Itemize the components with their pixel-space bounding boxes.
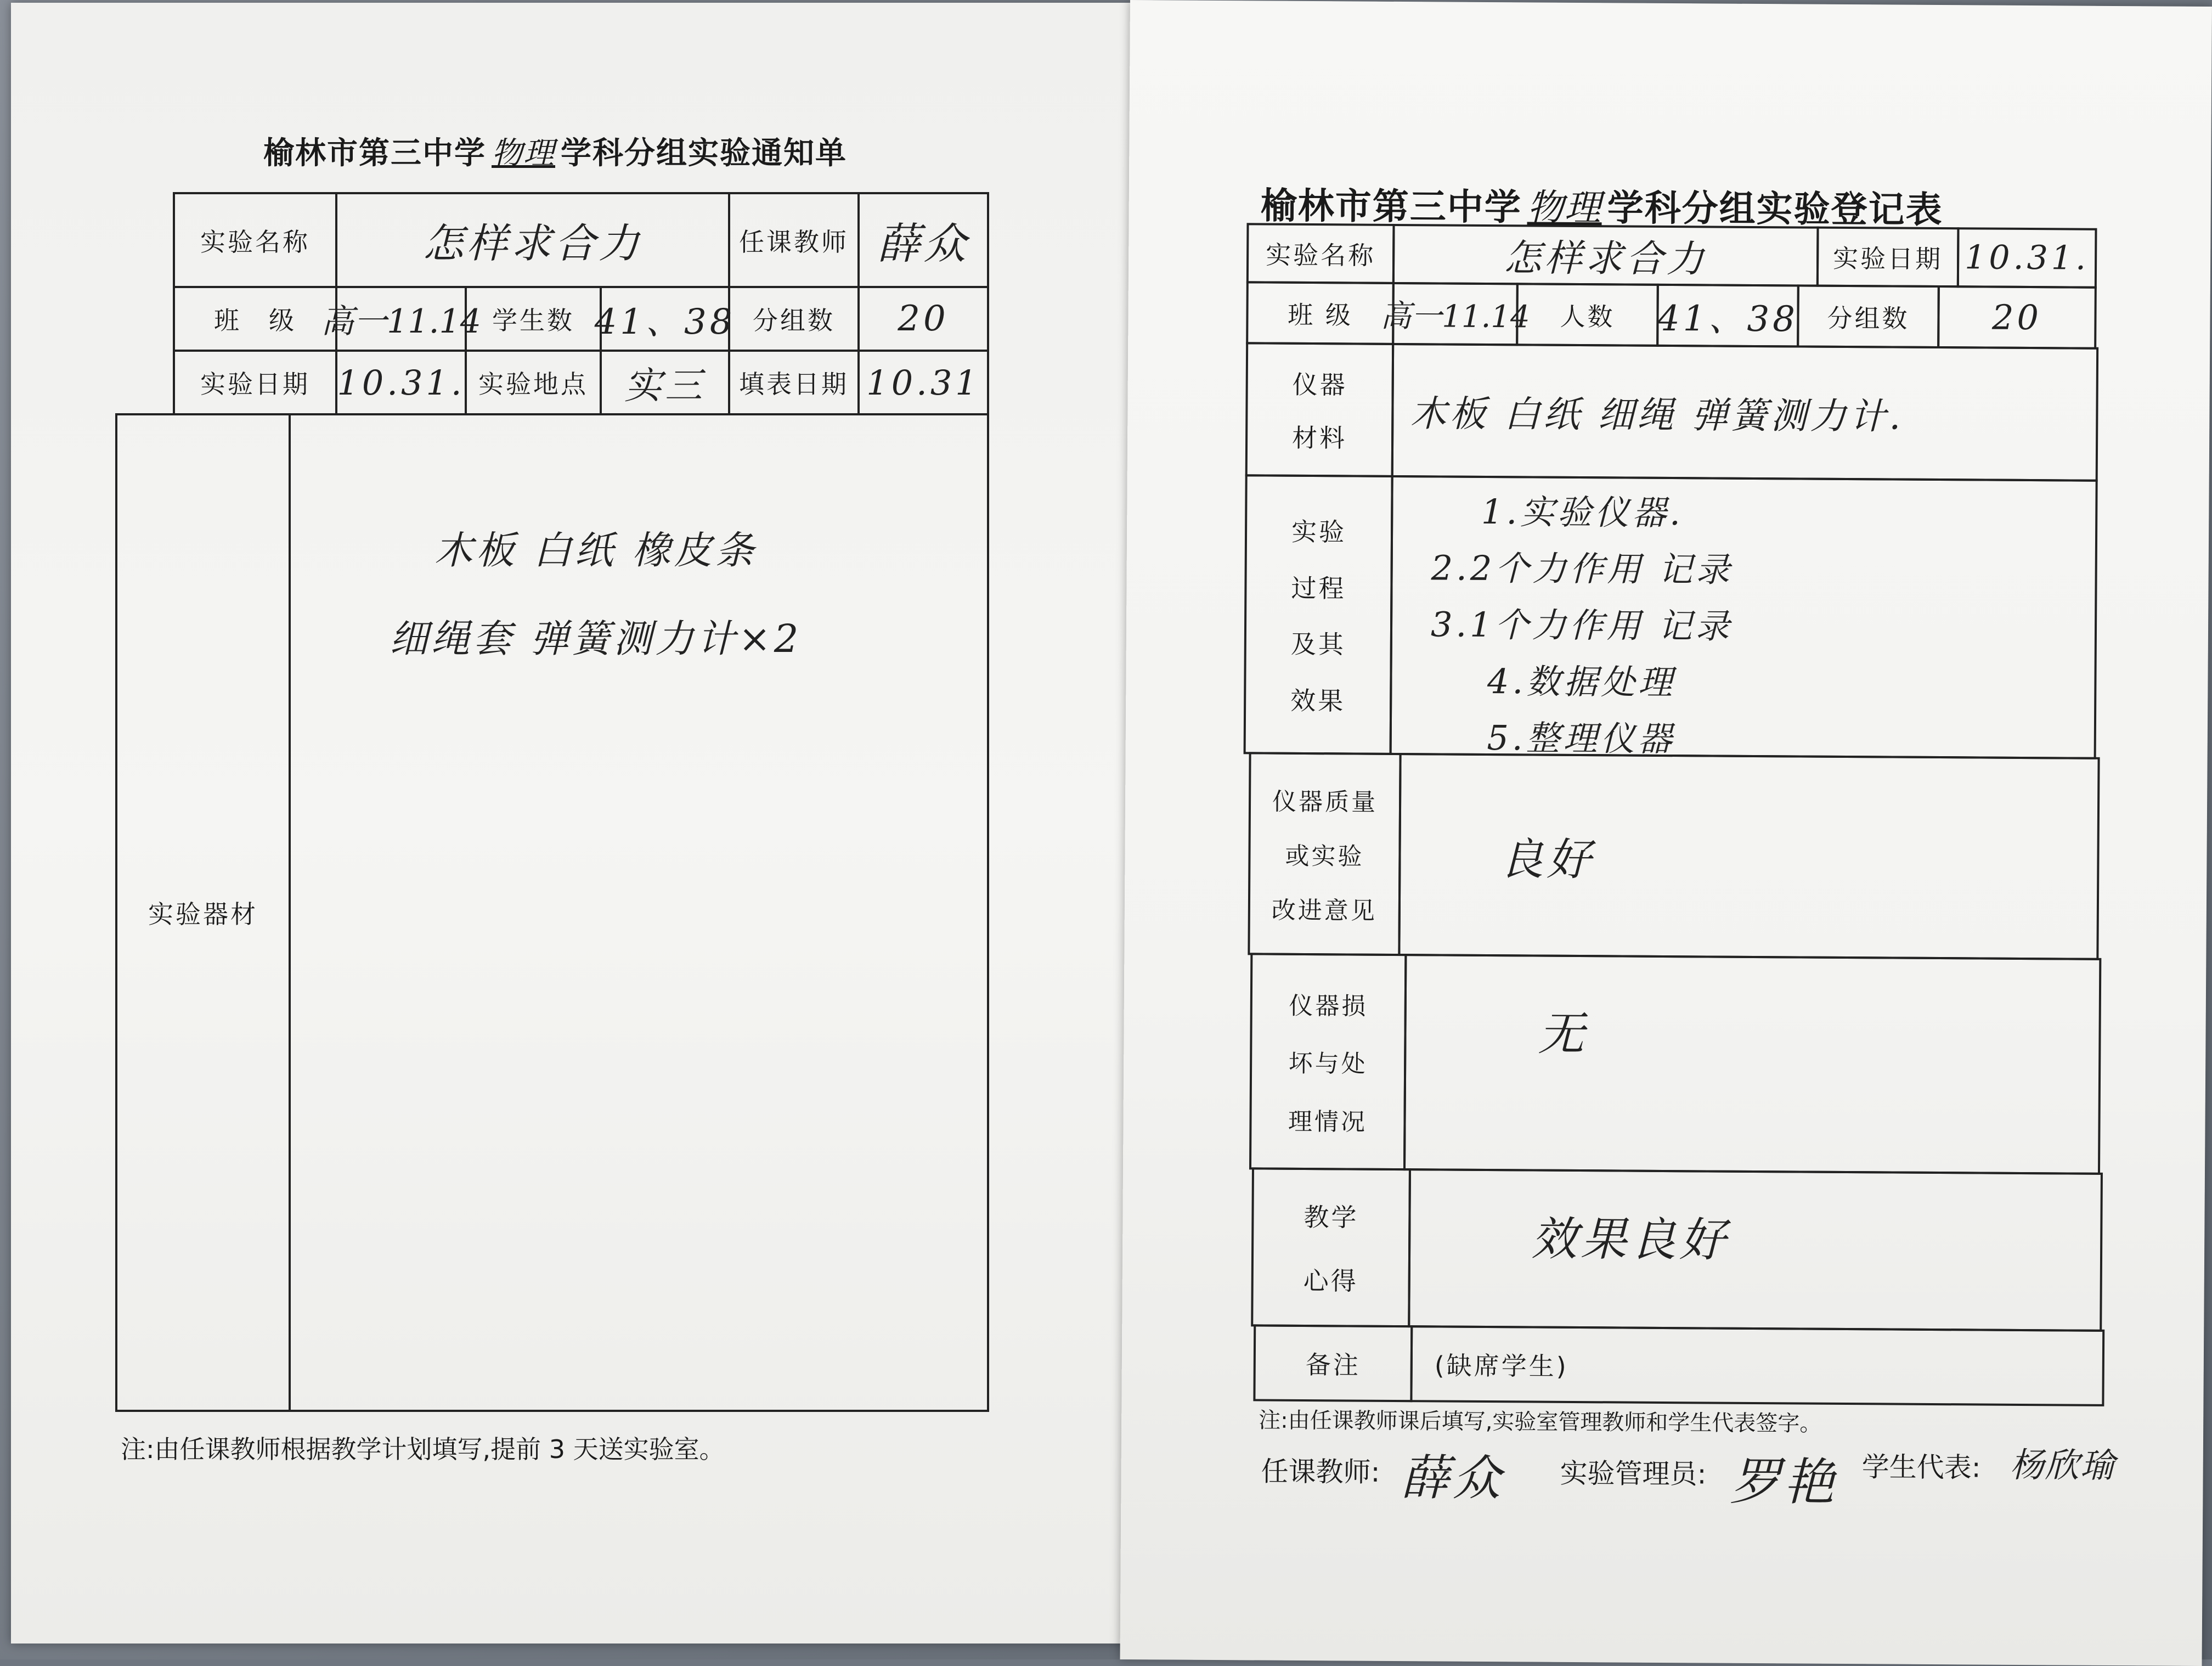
lab-admin-signature-label: 实验管理员: <box>1560 1457 1707 1490</box>
value-student-count: 41、38 <box>600 286 730 352</box>
quality-area <box>1398 753 2100 960</box>
process-step-5: 5.整理仪器 <box>1487 717 1675 759</box>
value-damage: 无 <box>1538 1006 1588 1061</box>
value-materials: 木板 白纸 细绳 弹簧测力计. <box>1410 392 1904 438</box>
value-people-count: 41、38 <box>1656 284 1799 348</box>
teacher-signature: 薛众 <box>1401 1449 1504 1507</box>
value-remarks: (缺席学生) <box>1434 1350 1568 1381</box>
label-process <box>1244 474 1393 755</box>
label-group-count: 分组数 <box>1797 284 1940 348</box>
value-fill-date: 10.31 <box>857 350 989 415</box>
value-experiment-date: 10.31. <box>1957 227 2097 289</box>
label-class: 班 级 <box>1246 281 1395 345</box>
label-teaching <box>1251 1167 1411 1327</box>
label-damage-2: 坏与处 <box>1288 1050 1368 1079</box>
notice-footnote: 注:由任课教师根据教学计划填写,提前 3 天送实验室。 <box>121 1434 725 1464</box>
notice-form-title <box>263 129 847 173</box>
value-experiment-name: 怎样求合力 <box>1392 224 1819 287</box>
label-damage <box>1249 953 1407 1170</box>
label-fill-date: 填表日期 <box>728 350 860 415</box>
label-student-count: 学生数 <box>465 286 602 352</box>
equipment-line-1: 木板 白纸 橡皮条 <box>434 528 757 573</box>
register-footnote: 注:由任课教师课后填写,实验室管理教师和学生代表签字。 <box>1259 1408 1822 1437</box>
process-step-3: 3.1个力作用 记录 <box>1430 604 1733 646</box>
value-group-count: 20 <box>1937 285 2097 350</box>
value-location: 实三 <box>600 350 730 415</box>
title-subject: 物理 <box>492 136 555 171</box>
label-quality-1: 仪器质量 <box>1272 787 1378 817</box>
title-suffix: 学科分组实验登记表 <box>1607 187 1943 232</box>
process-step-4: 4.数据处理 <box>1487 661 1676 703</box>
label-equipment: 实验器材 <box>115 413 291 1412</box>
label-process-2: 过程 <box>1291 573 1346 603</box>
value-experiment-name: 怎样求合力 <box>335 192 730 288</box>
value-class: 高一11.14 <box>335 286 467 352</box>
label-process-4: 效果 <box>1290 686 1346 716</box>
title-prefix: 榆林市第三中学 <box>263 136 486 171</box>
label-process-3: 及其 <box>1290 629 1346 660</box>
value-group-count: 20 <box>857 286 989 352</box>
process-step-1: 1.实验仪器. <box>1481 491 1684 533</box>
label-damage-1: 仪器损 <box>1289 992 1368 1021</box>
label-experiment-date: 实验日期 <box>1816 227 1960 288</box>
equipment-area <box>289 413 989 1412</box>
label-experiment-name: 实验名称 <box>1246 223 1395 284</box>
notice-form-sheet <box>11 3 1138 1644</box>
label-experiment-name: 实验名称 <box>173 192 337 288</box>
label-location: 实验地点 <box>465 350 602 415</box>
label-experiment-date: 实验日期 <box>173 350 337 415</box>
damage-area <box>1403 954 2101 1175</box>
teacher-signature-label: 任课教师: <box>1261 1455 1380 1488</box>
title-subject: 物理 <box>1527 186 1602 229</box>
student-rep-signature-label: 学生代表: <box>1861 1451 1981 1484</box>
label-quality-3: 改进意见 <box>1271 896 1378 925</box>
label-quality-2: 或实验 <box>1285 842 1364 871</box>
register-form-sheet <box>1120 0 2212 1666</box>
label-materials <box>1245 342 1394 477</box>
label-people-count: 人数 <box>1516 283 1659 347</box>
label-teacher: 任课教师 <box>728 192 860 288</box>
process-area <box>1390 475 2098 759</box>
lab-admin-signature: 罗艳 <box>1730 1452 1838 1512</box>
label-damage-3: 理情况 <box>1288 1108 1368 1136</box>
value-quality: 良好 <box>1499 833 1594 885</box>
value-teacher: 薛众 <box>857 192 989 288</box>
teaching-area <box>1408 1168 2103 1332</box>
title-suffix: 学科分组实验通知单 <box>561 136 847 171</box>
label-quality <box>1248 752 1401 956</box>
label-materials-1: 仪器 <box>1292 369 1347 400</box>
remarks-area <box>1410 1325 2104 1406</box>
label-class: 班 级 <box>173 286 337 352</box>
process-step-2: 2.2个力作用 记录 <box>1431 548 1734 590</box>
label-process-1: 实验 <box>1291 516 1347 547</box>
value-teaching: 效果良好 <box>1531 1212 1729 1267</box>
materials-area <box>1391 343 2098 482</box>
label-teaching-1: 教学 <box>1304 1202 1359 1232</box>
label-group-count: 分组数 <box>728 286 860 352</box>
label-materials-2: 材料 <box>1291 423 1347 453</box>
equipment-line-2: 细绳套 弹簧测力计×2 <box>390 616 802 661</box>
student-rep-signature: 杨欣瑜 <box>2010 1444 2115 1486</box>
title-prefix: 榆林市第三中学 <box>1260 184 1522 229</box>
label-teaching-2: 心得 <box>1303 1265 1358 1296</box>
value-class: 高一11.14 <box>1392 282 1519 346</box>
label-remarks: 备注 <box>1253 1324 1413 1402</box>
value-experiment-date: 10.31. <box>335 350 467 415</box>
